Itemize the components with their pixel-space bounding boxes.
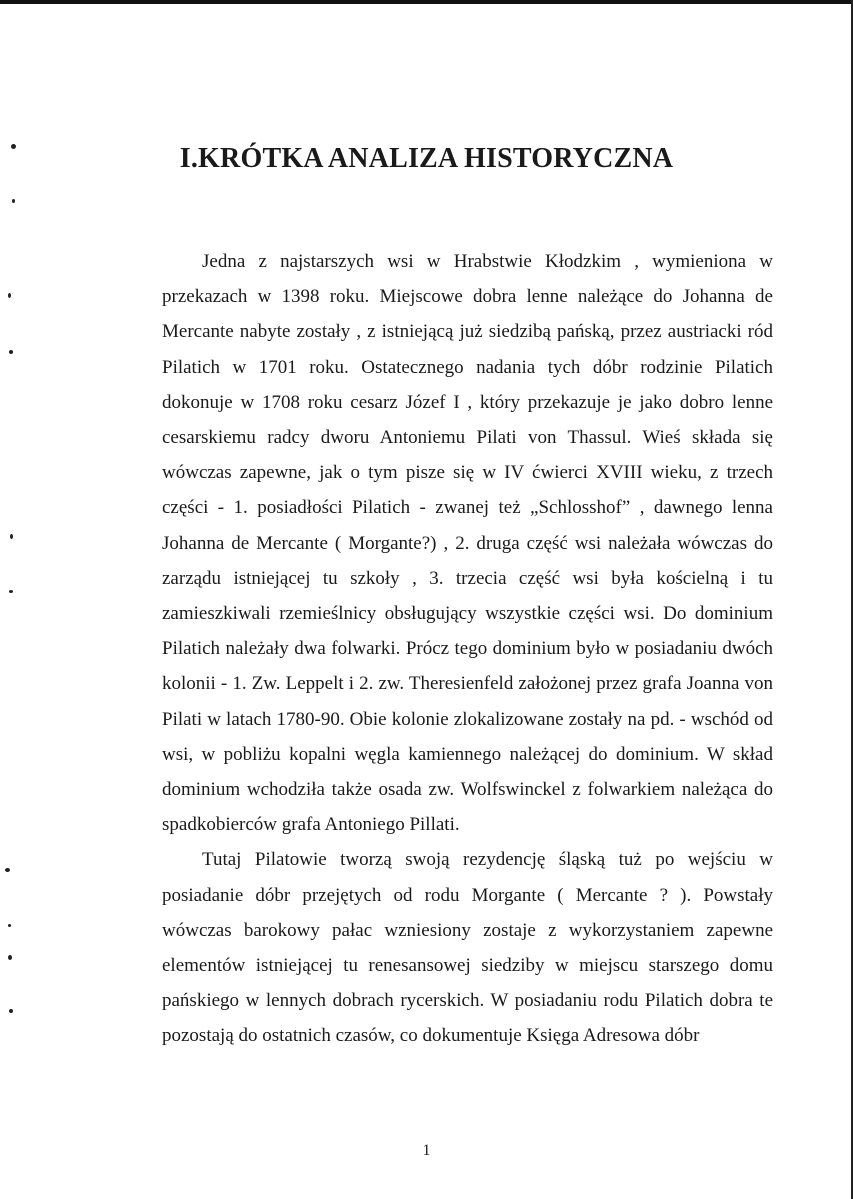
scan-speck [8,955,12,960]
scan-speck [9,590,13,593]
scan-speck [5,868,10,872]
document-title: I.KRÓTKA ANALIZA HISTORYCZNA [179,143,674,174]
page-number: 1 [422,1142,431,1159]
paragraph-history: Jedna z najstarszych wsi w Hrabstwie Kłodzkim , wymieniona w przekazach w 1398 roku. Miejscowe dobra lenne należące do Johanna de Mercante nabyte zostały , z istniejącą już siedzibą pańską, przez austriacki ród Pilatich w 1701 roku. Ostatecznego nadania tych dóbr rodzinie Pilatich dokonuje w 1708 roku cesarz Józef I , który przekazuje je jako dobro lenne cesarskiemu radcy dworu Antoniemu Pilati von Thassul. Wieś składa się wówczas zapewne, jak o tym pisze się w IV ćwierci XVIII wieku, z trzech części - 1. posiadłości Pilatich - zwanej też „Schlosshof” , dawnego lenna Johanna de Mercante ( Morgante?) , 2. druga część wsi należała wówczas do zarządu istniejącej tu szkoły , 3. trzecia część wsi była kościelną i tu zamieszkiwali rzemieślnicy obsługujący wszystkie części wsi. Do dominium Pilatich należały dwa folwarki. Prócz tego dominium było w posiadaniu dwóch kolonii - 1. Zw. Leppelt i 2. zw. Theresienfeld założonej przez grafa Joanna von Pilati w latach 1780-90. Obie kolonie zlokalizowane zostały na pd. - wschód od wsi, w pobliżu kopalni węgla kamiennego należącej do dominium. W skład dominium wchodziła także osada zw. Wolfswinckel z folwarkiem należąca do spadkobierców grafa Antoniego Pillati. [162,251,773,836]
scan-speck [9,350,13,354]
scan-border-top [0,0,853,4]
scan-speck [10,534,13,539]
scan-speck [12,199,15,203]
scan-speck [8,293,11,298]
document-body [162,244,773,1054]
paragraph-residence: Tutaj Pilatowie tworzą swoją rezydencję śląską tuż po wejściu w posiadanie dóbr przejętych od rodu Morgante ( Mercante ? ). Powstały wówczas barokowy pałac wzniesiony zostaje z wykorzystaniem zapewne elementów istniejącej tu renesansowej siedziby w miejscu starszego domu pańskiego w lennych dobrach rycerskich. W posiadaniu rodu Pilatich dobra te pozostają do ostatnich czasów, co dokumentuje Księga Adresowa dóbr [162,849,773,1047]
scan-speck [8,924,11,927]
scan-speck [9,1009,13,1013]
